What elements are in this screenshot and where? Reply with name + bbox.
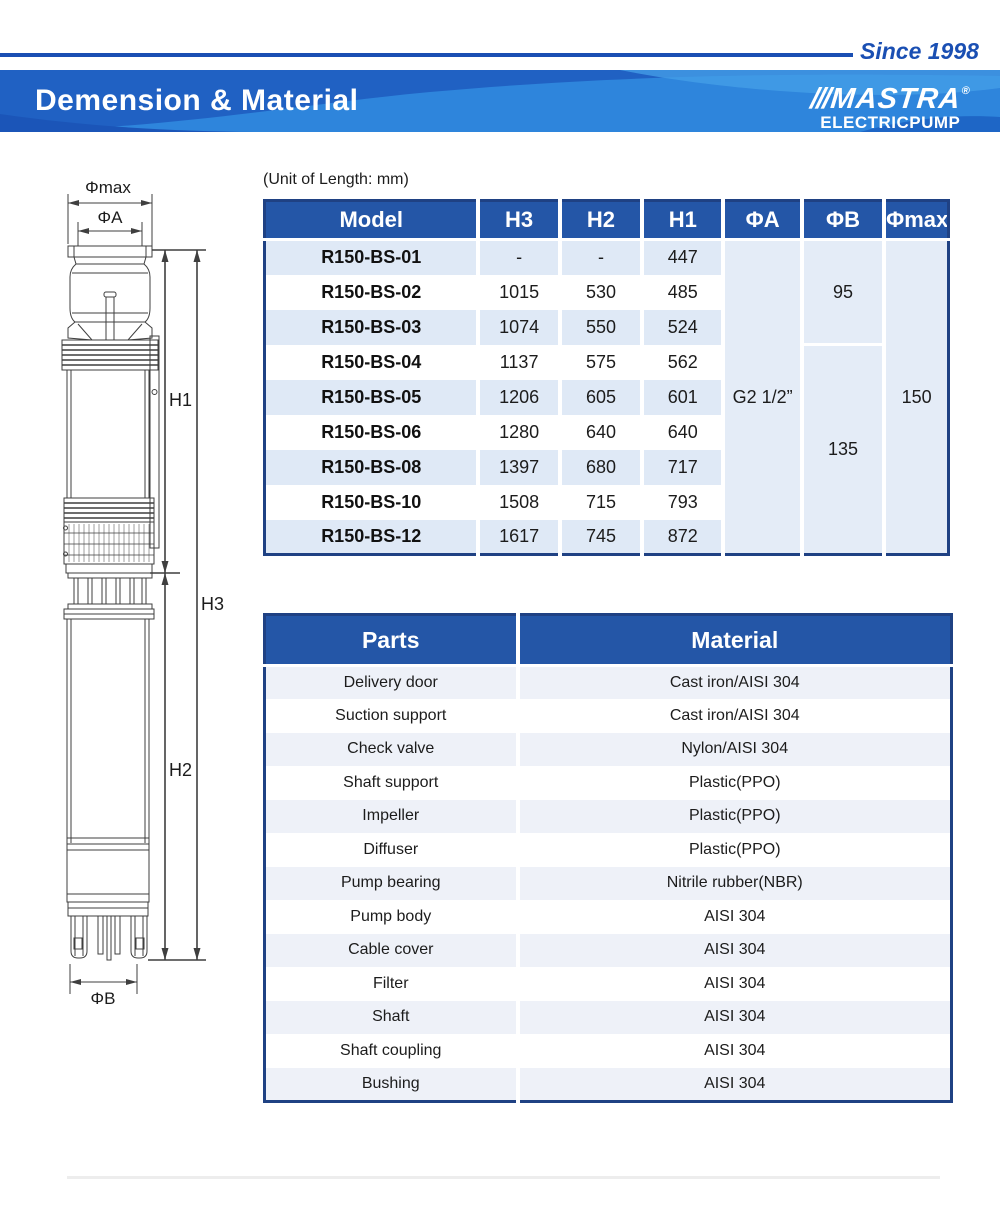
h2-cell: 605 — [560, 380, 642, 415]
h3-cell: 1280 — [478, 415, 559, 450]
spec-header-phi-max: Φmax — [884, 201, 948, 240]
header-rule — [0, 53, 853, 57]
unit-note: (Unit of Length: mm) — [263, 171, 409, 188]
material-cell: AISI 304 — [518, 900, 952, 934]
spec-row — [265, 345, 949, 380]
h1-cell: 601 — [642, 380, 723, 415]
part-cell: Suction support — [265, 699, 518, 733]
material-cell: Plastic(PPO) — [518, 800, 952, 834]
brand-subtitle: ELECTRICPUMP — [820, 113, 961, 132]
material-cell: Nitrile rubber(NBR) — [518, 867, 952, 901]
model-cell: R150-BS-06 — [265, 415, 479, 450]
h3-cell: 1206 — [478, 380, 559, 415]
parts-row — [265, 1034, 952, 1068]
registered-mark: ® — [960, 85, 972, 97]
h2-cell: 575 — [560, 345, 642, 380]
part-cell: Cable cover — [265, 934, 518, 968]
model-cell: R150-BS-08 — [265, 450, 479, 485]
model-cell: R150-BS-10 — [265, 485, 479, 520]
spec-table — [263, 199, 950, 556]
h1-cell: 640 — [642, 415, 723, 450]
spec-header-row — [265, 201, 949, 240]
pump-diagram — [28, 170, 233, 1015]
title-banner — [0, 70, 1000, 132]
h1-cell: 717 — [642, 450, 723, 485]
spec-header-phi-a: ΦA — [723, 201, 801, 240]
label-phi-b: ΦB — [90, 989, 116, 1008]
h3-cell: 1617 — [478, 520, 559, 555]
part-cell: Impeller — [265, 800, 518, 834]
material-cell: AISI 304 — [518, 1001, 952, 1035]
spec-row — [265, 240, 949, 275]
part-cell: Bushing — [265, 1068, 518, 1102]
model-cell: R150-BS-12 — [265, 520, 479, 555]
logo-slashes-icon: /// — [808, 83, 831, 115]
model-cell: R150-BS-02 — [265, 275, 479, 310]
material-cell: Plastic(PPO) — [518, 766, 952, 800]
parts-row — [265, 1068, 952, 1102]
label-h1: H1 — [169, 390, 193, 410]
material-cell: AISI 304 — [518, 967, 952, 1001]
part-cell: Diffuser — [265, 833, 518, 867]
model-cell: R150-BS-01 — [265, 240, 479, 275]
material-cell: AISI 304 — [518, 1034, 952, 1068]
part-cell: Filter — [265, 967, 518, 1001]
model-cell: R150-BS-05 — [265, 380, 479, 415]
parts-header-material: Material — [518, 615, 952, 666]
h1-cell: 872 — [642, 520, 723, 555]
h3-cell: 1397 — [478, 450, 559, 485]
brand-name: MASTRA — [828, 83, 963, 115]
h3-cell: 1137 — [478, 345, 559, 380]
phi-a-merged-cell: G2 1/2” — [723, 240, 801, 555]
footer-rule — [67, 1176, 940, 1179]
h2-cell: 640 — [560, 415, 642, 450]
parts-row — [265, 934, 952, 968]
parts-row — [265, 766, 952, 800]
label-phi-max: Φmax — [85, 178, 131, 197]
material-cell: Plastic(PPO) — [518, 833, 952, 867]
h2-cell: 745 — [560, 520, 642, 555]
h2-cell: 530 — [560, 275, 642, 310]
h1-cell: 562 — [642, 345, 723, 380]
parts-row — [265, 666, 952, 700]
label-phi-a: ΦA — [97, 208, 123, 227]
parts-row — [265, 833, 952, 867]
h1-cell: 524 — [642, 310, 723, 345]
parts-row — [265, 967, 952, 1001]
part-cell: Shaft coupling — [265, 1034, 518, 1068]
h2-cell: - — [560, 240, 642, 275]
brand-wordmark — [809, 76, 972, 114]
part-cell: Delivery door — [265, 666, 518, 700]
spec-header-h3: H3 — [478, 201, 559, 240]
since-label: Since 1998 — [860, 38, 979, 64]
label-h3: H3 — [201, 594, 225, 614]
h3-cell: - — [478, 240, 559, 275]
phi-max-merged-cell: 150 — [884, 240, 948, 555]
part-cell: Check valve — [265, 733, 518, 767]
material-cell: Nylon/AISI 304 — [518, 733, 952, 767]
model-cell: R150-BS-04 — [265, 345, 479, 380]
part-cell: Pump body — [265, 900, 518, 934]
h1-cell: 447 — [642, 240, 723, 275]
parts-row — [265, 900, 952, 934]
parts-row — [265, 800, 952, 834]
label-h2: H2 — [169, 760, 193, 780]
h3-cell: 1508 — [478, 485, 559, 520]
brand-logo — [808, 76, 972, 132]
spec-header-h2: H2 — [560, 201, 642, 240]
parts-header-row — [265, 615, 952, 666]
h2-cell: 680 — [560, 450, 642, 485]
parts-table — [263, 613, 953, 1103]
parts-row — [265, 1001, 952, 1035]
phi-b-bottom-merged-cell: 135 — [802, 345, 884, 555]
spec-header-phi-b: ΦB — [802, 201, 884, 240]
h1-cell: 485 — [642, 275, 723, 310]
material-cell: AISI 304 — [518, 934, 952, 968]
spec-header-h1: H1 — [642, 201, 723, 240]
part-cell: Shaft support — [265, 766, 518, 800]
material-cell: Cast iron/AISI 304 — [518, 666, 952, 700]
h3-cell: 1015 — [478, 275, 559, 310]
parts-row — [265, 699, 952, 733]
page-title: Demension & Material — [35, 84, 359, 117]
h2-cell: 715 — [560, 485, 642, 520]
phi-b-top-merged-cell: 95 — [802, 240, 884, 345]
parts-row — [265, 733, 952, 767]
h3-cell: 1074 — [478, 310, 559, 345]
parts-row — [265, 867, 952, 901]
part-cell: Shaft — [265, 1001, 518, 1035]
spec-header-model: Model — [265, 201, 479, 240]
h1-cell: 793 — [642, 485, 723, 520]
material-cell: AISI 304 — [518, 1068, 952, 1102]
h2-cell: 550 — [560, 310, 642, 345]
part-cell: Pump bearing — [265, 867, 518, 901]
parts-header-parts: Parts — [265, 615, 518, 666]
model-cell: R150-BS-03 — [265, 310, 479, 345]
material-cell: Cast iron/AISI 304 — [518, 699, 952, 733]
